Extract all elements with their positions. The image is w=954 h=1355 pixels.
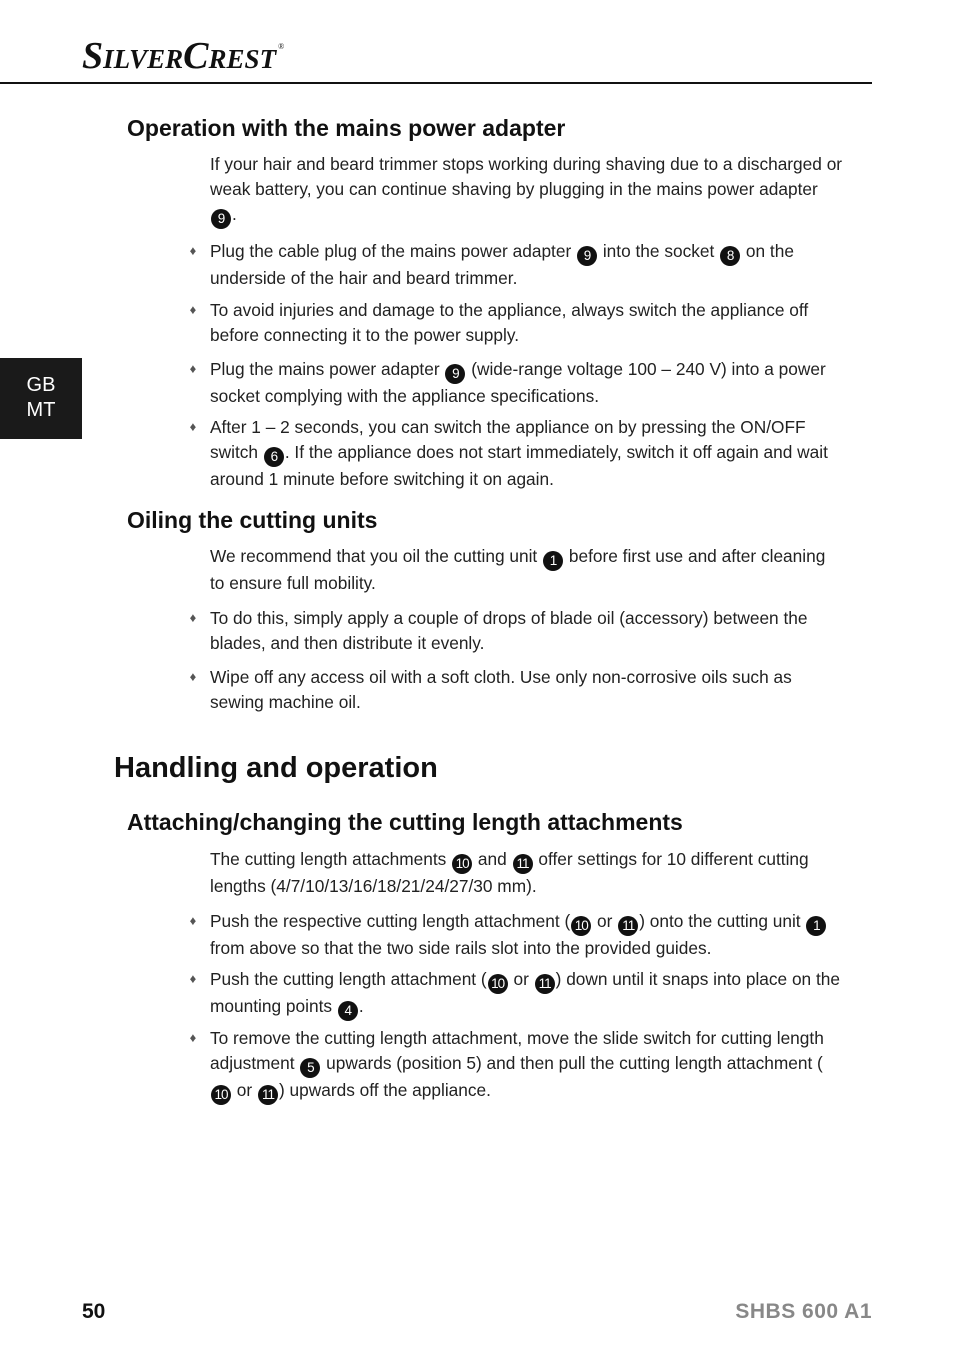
paragraph [210,544,844,596]
part-number-badge: 11 [258,1085,278,1105]
text: To do this, simply apply a couple of drops of blade oil (accessory) between the blades, and then distribute it evenly. [210,608,808,653]
text: . [358,996,364,1016]
text: ) onto the cutting unit [639,911,806,931]
header-divider [0,82,872,84]
bullet-diamond-icon: ♦ [189,1030,197,1045]
bullet-diamond-icon: ♦ [189,243,197,258]
part-number-badge: 9 [577,246,597,266]
part-number-badge: 10 [571,916,591,936]
text: ) down until it snaps into place on the mounting points [210,969,840,1016]
part-number-badge: 5 [300,1058,320,1078]
part-number-badge: 9 [445,364,465,384]
text: or [592,911,618,931]
registered-mark: ® [278,42,285,51]
part-number-badge: 11 [535,974,555,994]
text: ) upwards off the appliance. [278,1079,491,1100]
text: The cutting length attachments [210,849,452,869]
text: or [232,1079,257,1100]
text: Plug the cable plug of the mains power adapter [210,241,577,261]
logo-letter: S [82,35,104,77]
page-number: 50 [82,1300,106,1323]
paragraph [210,152,844,229]
text: To remove the cutting length attachment, move the slide switch for cutting length adjustment [210,1028,824,1073]
part-number-badge: 10 [211,1085,231,1105]
text: We recommend that you oil the cutting unit [210,546,543,566]
text: Plug the mains power adapter [210,359,445,379]
bullet-diamond-icon: ♦ [189,971,197,986]
text: (wide-range voltage 100 – 240 V) into a power socket complying with the appliance specifications. [210,359,826,406]
text: If your hair and beard trimmer stops working during shaving due to a discharged or weak battery, you can continue shaving by plugging in the mains power adapter [210,154,843,199]
bullet-diamond-icon: ♦ [189,302,197,317]
language-code: GB [26,374,56,396]
text: offer settings for 10 different cutting lengths (4/7/10/13/16/18/21/24/27/30 mm). [210,849,809,896]
bullet-diamond-icon: ♦ [189,419,197,434]
part-number-badge: 11 [513,854,533,874]
language-code: MT [26,399,56,421]
part-number-badge: 6 [264,447,284,467]
part-number-badge: 8 [720,246,740,266]
bullet-diamond-icon: ♦ [189,361,197,376]
logo-text: ILVER [103,44,184,74]
part-number-badge: 11 [618,916,638,936]
paragraph [210,847,844,899]
text: before first use and after cleaning to ensure full mobility. [210,546,826,593]
part-number-badge: 1 [543,551,563,571]
part-number-badge: 10 [452,854,472,874]
part-number-badge: 10 [488,974,508,994]
text: After 1 – 2 seconds, you can switch the appliance on by pressing the ON/OFF switch [210,417,806,462]
part-number-badge: 4 [338,1001,358,1021]
text: and [473,849,512,869]
text: into the socket [598,241,720,261]
chapter-heading: Handling and operation [114,752,438,784]
text: from above so that the two side rails slot into the provided guides. [210,938,712,958]
logo-letter: C [183,35,209,77]
section-heading: Attaching/changing the cutting length attachments [127,809,683,835]
text: . If the appliance does not start immediately, switch it off again and wait around 1 minute before switching it on again. [210,441,828,489]
bullet-diamond-icon: ♦ [189,913,197,928]
language-tab [0,358,82,439]
section-heading: Operation with the mains power adapter [127,115,566,141]
text: Push the cutting length attachment ( [210,969,487,989]
text: on the underside of the hair and beard trimmer. [210,241,794,288]
text: Wipe off any access oil with a soft cloth. Use only non-corrosive oils such as sewing machine oil. [210,667,792,712]
section-heading: Oiling the cutting units [127,507,378,533]
part-number-badge: 9 [211,209,231,229]
model-number: SHBS 600 A1 [735,1300,872,1323]
text: To avoid injuries and damage to the appliance, always switch the appliance off before connecting it to the power supply. [210,300,809,345]
logo-text: REST [208,44,277,74]
part-number-badge: 1 [806,916,826,936]
bullet-diamond-icon: ♦ [189,610,197,625]
text: or [508,969,534,989]
text: upwards (position 5) and then pull the cutting length attachment ( [321,1052,823,1073]
brand-logo [82,34,285,78]
text: Push the respective cutting length attachment ( [210,911,571,931]
bullet-diamond-icon: ♦ [189,669,197,684]
text: . [232,203,237,224]
